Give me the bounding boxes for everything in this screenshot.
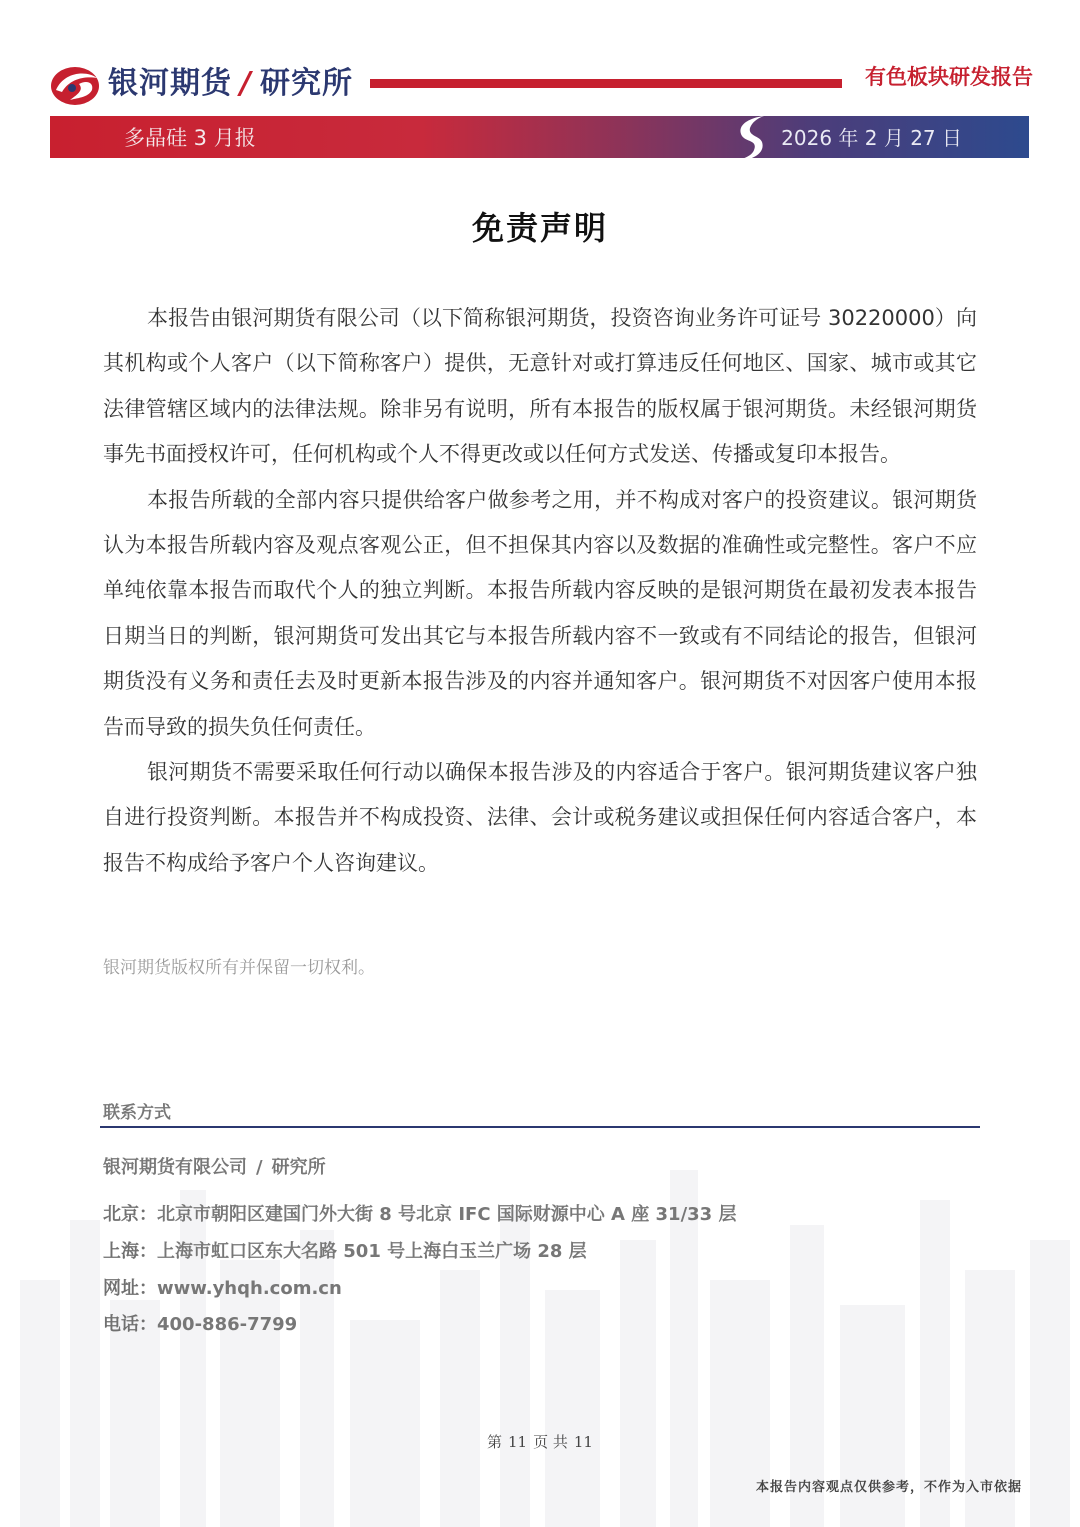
brand-dept: 研究所 xyxy=(259,66,353,101)
contact-phone xyxy=(103,1311,297,1339)
contact-shanghai xyxy=(103,1238,587,1266)
website-link[interactable]: www.yhqh.com.cn xyxy=(157,1278,342,1299)
brand-name: 银河期货 xyxy=(108,66,232,101)
phone-label: 电话： xyxy=(103,1314,157,1335)
report-category: 有色板块研发报告 xyxy=(865,65,1033,89)
report-title: 多晶硅 3 月报 xyxy=(124,126,256,150)
copyright-notice: 银河期货版权所有并保留一切权利。 xyxy=(103,958,375,978)
shanghai-address: 上海市虹口区东大名路 501 号上海白玉兰广场 28 层 xyxy=(157,1241,587,1262)
company-separator: / xyxy=(256,1157,263,1178)
footer-note: 本报告内容观点仅供参考，不作为入市依据 xyxy=(755,1480,1022,1495)
disclaimer-body xyxy=(103,296,977,886)
report-date: 2026 年 2 月 27 日 xyxy=(781,126,962,150)
page-prefix: 第 xyxy=(487,1433,503,1451)
swoosh-logo-icon xyxy=(728,112,774,164)
contact-beijing xyxy=(103,1201,736,1229)
website-label: 网址： xyxy=(103,1278,157,1299)
brand-title xyxy=(108,64,353,104)
page-number xyxy=(0,1431,1080,1452)
galaxy-logo-icon xyxy=(48,62,102,108)
page-current: 11 xyxy=(508,1433,528,1451)
disclaimer-paragraph: 本报告所载的全部内容只提供给客户做参考之用，并不构成对客户的投资建议。银河期货认为本报告所载内容及观点客观公正，但不担保其内容以及数据的准确性或完整性。客户不应单纯依靠本报告而取代个人的独立判断。本报告所载内容反映的是银河期货在最初发表本报告日期当日的判断，银河期货可发出其它与本报告所载内容不一致或有不同结论的报告，但银河期货没有义务和责任去及时更新本报告涉及的内容并通知客户。银河期货不对因客户使用本报告而导致的损失负任何责任。 xyxy=(103,487,977,739)
brand-slash: / xyxy=(240,66,252,101)
company-department: 研究所 xyxy=(271,1157,326,1178)
disclaimer-title: 免责声明 xyxy=(471,209,608,247)
company-name: 银河期货有限公司 xyxy=(103,1157,247,1178)
header-red-rule xyxy=(370,79,842,88)
beijing-label: 北京： xyxy=(103,1204,157,1225)
company-line xyxy=(103,1153,326,1179)
shanghai-label: 上海： xyxy=(103,1241,157,1262)
beijing-address: 北京市朝阳区建国门外大街 8 号北京 IFC 国际财源中心 A 座 31/33 层 xyxy=(157,1204,737,1225)
page-total: 11 xyxy=(573,1433,593,1451)
contact-heading: 联系方式 xyxy=(103,1103,171,1123)
contact-divider xyxy=(100,1126,980,1128)
contact-website xyxy=(103,1275,342,1303)
page-mid: 页 共 xyxy=(533,1433,568,1451)
phone-number: 400-886-7799 xyxy=(157,1314,298,1335)
disclaimer-paragraph: 本报告由银河期货有限公司（以下简称银河期货，投资咨询业务许可证号 30220000）向其机构或个人客户（以下简称客户）提供，无意针对或打算违反任何地区、国家、城市或其它法律管辖区域内的法律法规。除非另有说明，所有本报告的版权属于银河期货。未经银河期货事先书面授权许可，任何机构或个人不得更改或以任何方式发送、传播或复印本报告。 xyxy=(103,306,977,467)
disclaimer-paragraph: 银河期货不需要采取任何行动以确保本报告涉及的内容适合于客户。银河期货建议客户独自进行投资判断。本报告并不构成投资、法律、会计或税务建议或担保任何内容适合客户，本报告不构成给予客户个人咨询建议。 xyxy=(103,760,977,875)
